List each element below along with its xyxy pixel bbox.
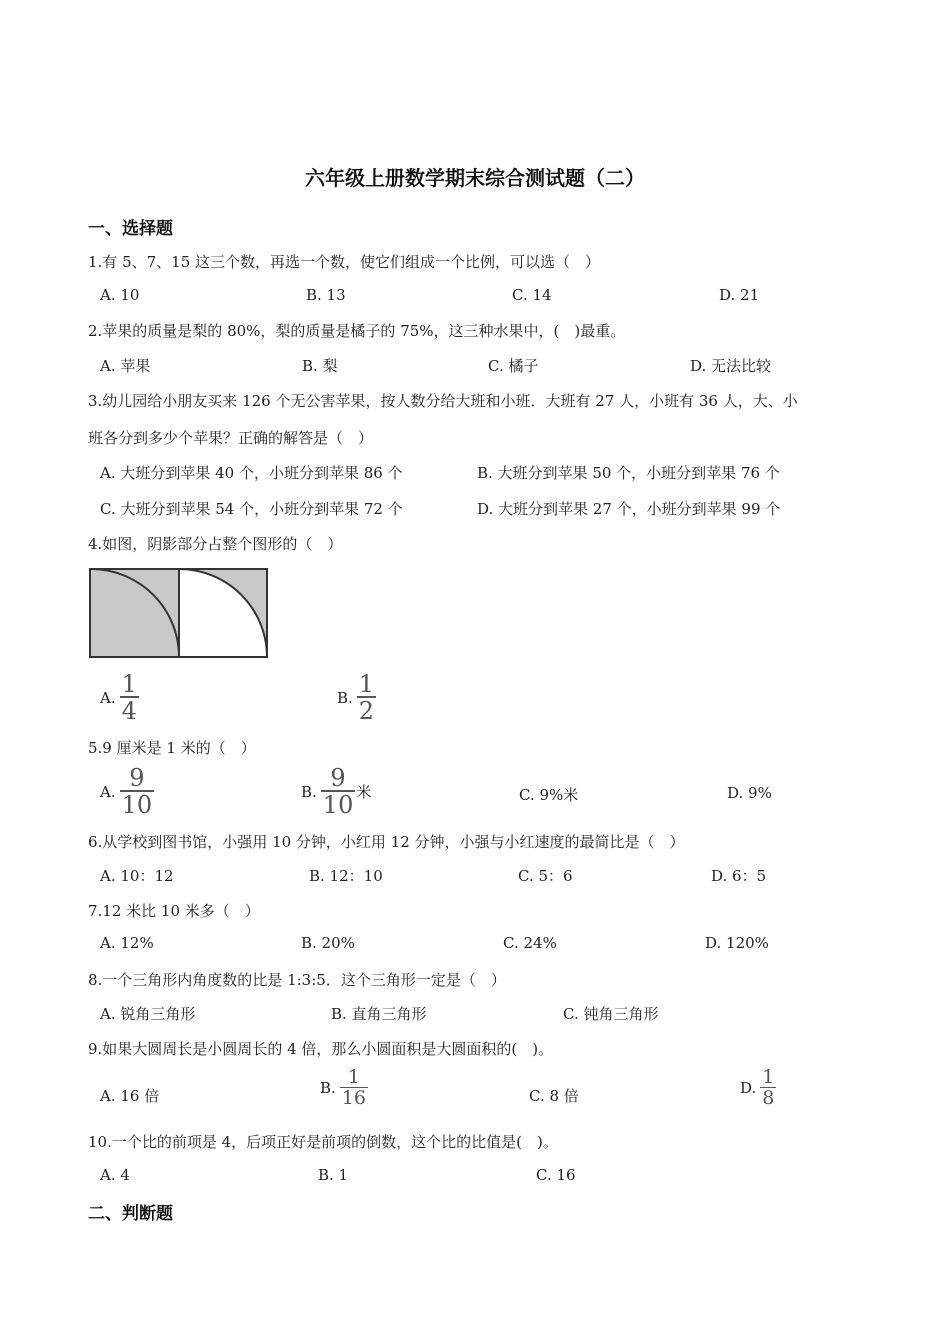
q9-option-d (740, 1068, 776, 1108)
fraction-denominator: 8 (762, 1087, 775, 1109)
q3-option-c: C. 大班分到苹果 54 个，小班分到苹果 72 个 (100, 500, 403, 518)
q8-option-b: B. 直角三角形 (331, 1005, 427, 1023)
fraction-numerator: 1 (121, 670, 137, 698)
q7-option-d: D. 120% (705, 934, 769, 952)
section-heading-choice: 一、选择题 (88, 219, 173, 239)
q5-option-b-unit: 米 (356, 783, 372, 801)
fraction-numerator: 1 (358, 670, 375, 698)
question-6: 6.从学校到图书馆，小强用 10 分钟，小红用 12 分钟，小强与小红速度的最简比是（ ） (88, 833, 685, 851)
question-4: 4.如图，阴影部分占整个图形的（ ） (88, 535, 343, 553)
fraction-numerator: 9 (129, 764, 145, 792)
q5-option-c: C. 9%米 (519, 786, 579, 804)
q5-option-b-label: B. (301, 782, 317, 801)
page-title: 六年级上册数学期末综合测试题（二） (305, 166, 645, 190)
fraction-numerator: 9 (330, 764, 346, 792)
q9-option-c: C. 8 倍 (529, 1087, 579, 1105)
q5-option-a-label: A. (100, 782, 116, 801)
q7-option-b: B. 20% (301, 934, 355, 952)
q4-option-b-label: B. (337, 688, 353, 707)
q2-option-c: C. 橘子 (488, 357, 539, 375)
q4-option-a (100, 672, 139, 723)
q8-option-a: A. 锐角三角形 (100, 1005, 196, 1023)
q6-option-a: A. 10：12 (100, 867, 174, 885)
q6-option-b: B. 12：10 (309, 867, 383, 885)
q4-option-a-fraction (120, 672, 139, 723)
q9-option-b (320, 1068, 368, 1108)
q1-option-b: B. 13 (306, 286, 346, 304)
question-3-line-1: 3.幼儿园给小朋友买来 126 个无公害苹果，按人数分给大班和小班．大班有 27 人，小班有 36 人，大、小 (88, 392, 798, 410)
q1-option-c: C. 14 (512, 286, 552, 304)
q7-option-a: A. 12% (100, 934, 154, 952)
question-8: 8.一个三角形内角度数的比是 1:3:5．这个三角形一定是（ ） (88, 971, 506, 989)
q1-option-d: D. 21 (719, 286, 760, 304)
q7-option-c: C. 24% (503, 934, 557, 952)
q5-option-d: D. 9% (727, 784, 772, 802)
q4-option-b-fraction (357, 672, 376, 723)
question-5: 5.9 厘米是 1 米的（ ） (88, 739, 256, 757)
q10-option-c: C. 16 (536, 1166, 576, 1184)
fraction-numerator: 1 (347, 1066, 360, 1088)
q9-option-b-label: B. (320, 1079, 336, 1097)
q9-option-b-fraction (340, 1068, 368, 1108)
fraction-numerator: 1 (762, 1066, 775, 1088)
fraction-denominator: 4 (121, 697, 137, 725)
q2-option-a: A. 苹果 (100, 357, 151, 375)
question-10: 10.一个比的前项是 4，后项正好是前项的倒数，这个比的比值是( )。 (88, 1133, 558, 1151)
q5-option-a (100, 766, 154, 817)
q2-option-b: B. 梨 (302, 357, 338, 375)
q4-option-b (337, 672, 376, 723)
q5-option-b (301, 766, 371, 817)
fraction-denominator: 2 (358, 697, 375, 725)
question-3-line-2: 班各分到多少个苹果？正确的解答是（ ） (88, 429, 374, 447)
q9-option-a: A. 16 倍 (100, 1087, 160, 1105)
q6-option-c: C. 5：6 (518, 867, 573, 885)
right-corner-shaded-region (179, 569, 267, 657)
q2-option-d: D. 无法比较 (690, 357, 772, 375)
q1-option-a: A. 10 (100, 286, 140, 304)
q3-option-d: D. 大班分到苹果 27 个，小班分到苹果 99 个 (477, 500, 781, 518)
q6-option-d: D. 6：5 (711, 867, 767, 885)
q9-option-d-label: D. (740, 1079, 757, 1097)
q4-option-a-label: A. (100, 688, 116, 707)
q10-option-b: B. 1 (318, 1166, 349, 1184)
fraction-denominator: 10 (322, 791, 354, 819)
shaded-quarter-circles-figure (88, 567, 270, 660)
fraction-denominator: 16 (341, 1087, 366, 1109)
q5-option-b-fraction (321, 766, 356, 817)
section-heading-judgement: 二、判断题 (88, 1204, 173, 1224)
question-9: 9.如果大圆周长是小圆周长的 4 倍，那么小圆面积是大圆面积的( )。 (88, 1040, 554, 1058)
question-2: 2.苹果的质量是梨的 80%，梨的质量是橘子的 75%，这三种水果中，( )最重。 (88, 322, 626, 340)
q3-option-b: B. 大班分到苹果 50 个，小班分到苹果 76 个 (477, 464, 780, 482)
q3-option-a: A. 大班分到苹果 40 个，小班分到苹果 86 个 (100, 464, 403, 482)
q9-option-d-fraction (760, 1068, 776, 1108)
q8-option-c: C. 钝角三角形 (563, 1005, 659, 1023)
fraction-denominator: 10 (121, 791, 153, 819)
q5-option-a-fraction (120, 766, 155, 817)
question-1: 1.有 5、7、15 这三个数，再选一个数，使它们组成一个比例，可以选（ ） (88, 253, 601, 271)
question-7: 7.12 米比 10 米多（ ） (88, 902, 260, 920)
q10-option-a: A. 4 (100, 1166, 130, 1184)
